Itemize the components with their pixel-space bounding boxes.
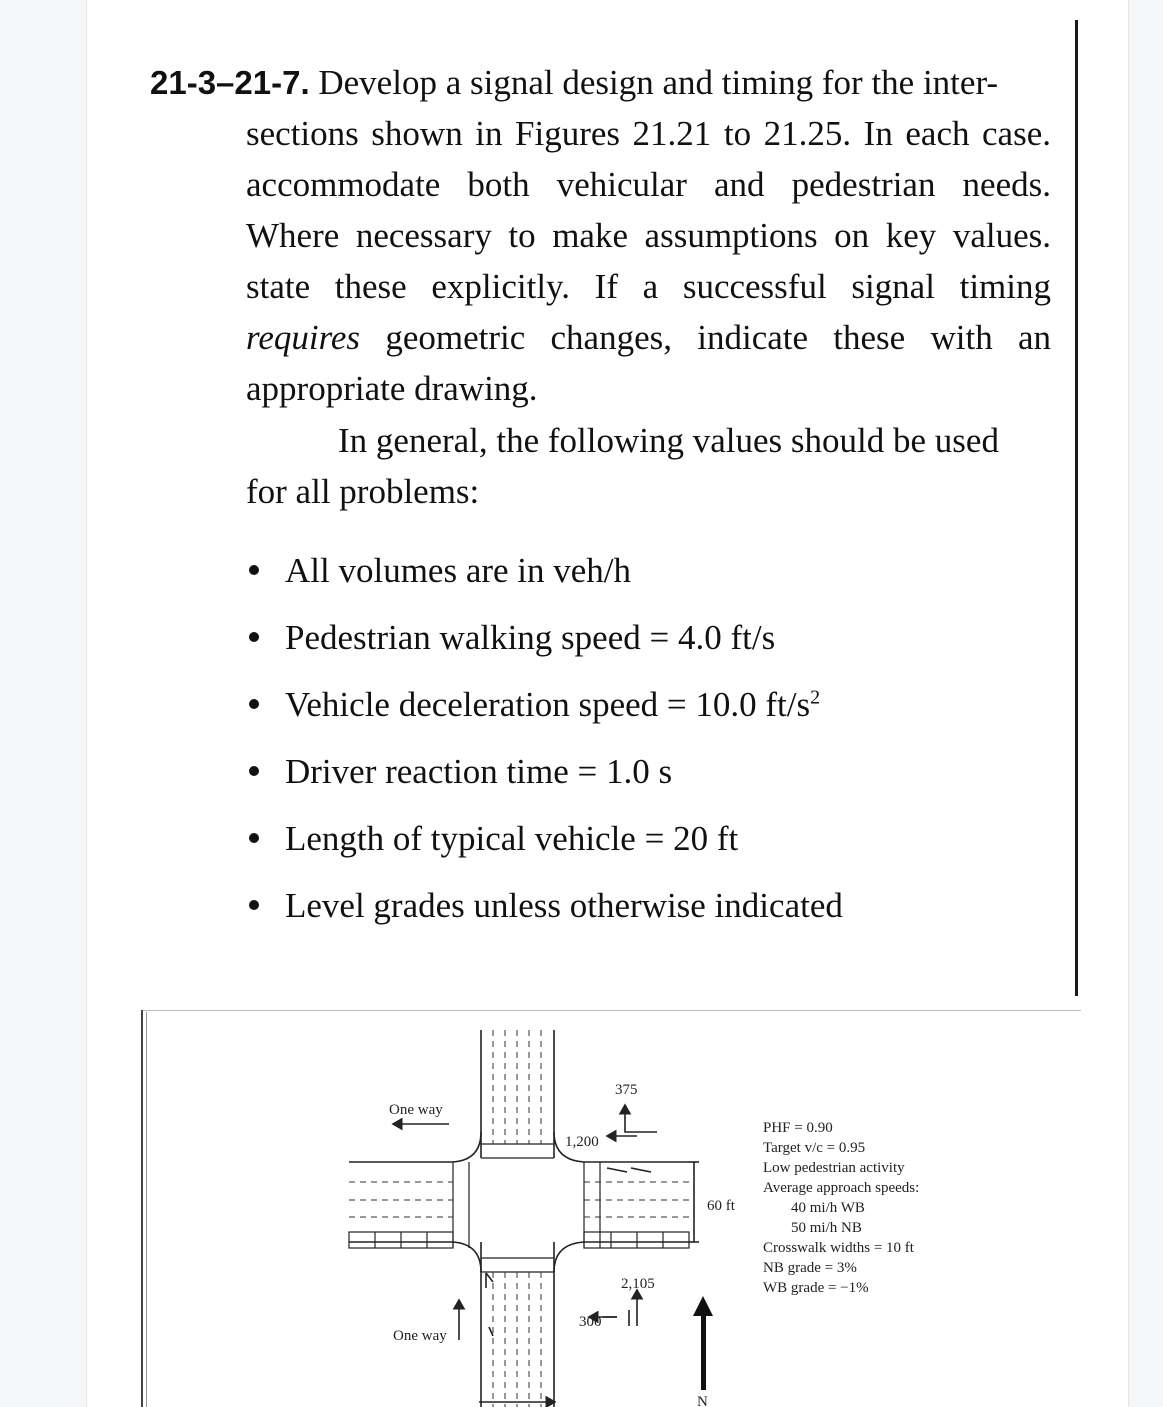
list-item: Vehicle deceleration speed = 10.0 $ft/s^2$ [245,677,1025,744]
para-line-6: appropriate drawing. [246,369,538,408]
lane-arrow-1 [607,1168,627,1172]
bullet-icon [249,565,259,575]
bullet-icon [249,833,259,843]
note-crosswalk: Crosswalk widths = 10 ft [763,1240,914,1256]
intersection-figure [141,1010,1081,1407]
lane-arrow-2 [631,1168,651,1172]
note-nb-grade: NB grade = 3% [763,1260,857,1276]
bullet-icon [249,900,259,910]
para-line-5 [246,312,1051,363]
assumption-list [245,543,1025,945]
general-line-2: for all problems: [246,472,480,511]
problem-heading [150,58,1050,108]
volume-1200: 1,200 [565,1134,599,1150]
list-item: Length of typical vehicle = 20 ft [245,811,1025,878]
north-label: N [697,1394,708,1407]
para-line-3: Where necessary to make assumptions on key values. [246,216,1051,255]
note-speeds-label: Average approach speeds: [763,1180,920,1196]
volume-375: 375 [615,1082,638,1098]
volume-2105: 2,105 [621,1276,655,1292]
note-wb-grade: WB grade = −1% [763,1280,869,1296]
superscript: 2 [810,686,821,709]
movement-arrows [393,1105,699,1402]
note-ped: Low pedestrian activity [763,1160,905,1176]
width-label: 60 ft [707,1198,735,1214]
problem-first-line: Develop a signal design and timing for the inter- [318,63,999,102]
crosswalks [349,1144,689,1272]
north-arrow-icon [693,1296,713,1390]
para-line-4: state these explicitly. If a successful signal timing [246,267,1051,306]
general-paragraph [246,415,1051,517]
page-margin-rule [1075,20,1078,996]
lane-lines [349,1030,689,1407]
intersection-notes [763,1118,1063,1298]
one-way-bottom-label: One way [393,1328,447,1344]
note-speed-wb: 40 mi/h WB [791,1200,865,1216]
list-item: All volumes are in veh/h [245,543,1025,610]
list-item: Pedestrian walking speed = 4.0 ft/s [245,610,1025,677]
left-turn-375-arrow [625,1117,657,1132]
list-item: Driver reaction time = 1.0 s [245,744,1025,811]
bullet-icon [249,699,259,709]
one-way-top-label: One way [389,1102,443,1118]
road-edges [349,1030,689,1407]
para-line-1: sections shown in Figures 21.21 to 21.25. In each case. [246,114,1051,153]
general-line-1: In general, the following values should be used [338,421,999,460]
para-line-5-rest: geometric changes, indicate these with an [385,318,1051,357]
note-target: Target v/c = 0.95 [763,1140,866,1156]
note-speed-nb: 50 mi/h NB [791,1220,862,1236]
bullet-icon [249,632,259,642]
emphasis-requires: requires [246,318,361,357]
volume-300: 300 [579,1314,602,1330]
problem-paragraph [246,108,1051,414]
list-item: Level grades unless otherwise indicated [245,878,1025,945]
para-line-2: accommodate both vehicular and pedestrian needs. [246,165,1051,204]
bullet-icon [249,766,259,776]
problem-number: 21-3–21-7. [150,64,310,101]
note-phf: PHF = 0.90 [763,1120,833,1136]
